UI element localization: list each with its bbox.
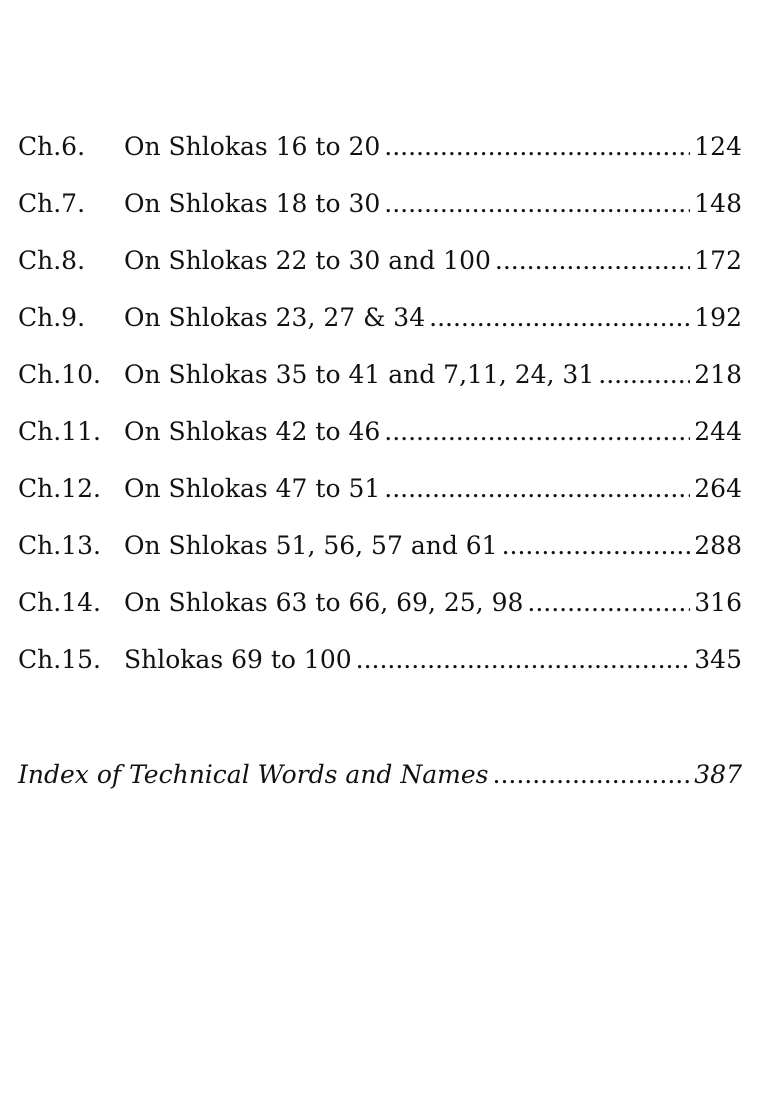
- chapter-number: Ch.14.: [18, 588, 101, 617]
- index-title: Index of Technical Words and Names: [18, 760, 489, 789]
- page-number: 172: [694, 246, 742, 275]
- chapter-title: On Shlokas 18 to 30: [124, 189, 381, 218]
- toc-entry: [18, 191, 742, 248]
- page-number: 264: [694, 474, 742, 503]
- toc-entry: [18, 248, 742, 305]
- page-number: 148: [694, 189, 742, 218]
- chapter-number: Ch.7.: [18, 189, 86, 218]
- page-number: 244: [694, 417, 742, 446]
- dot-leader: [598, 362, 690, 387]
- dot-leader: [356, 647, 691, 672]
- chapter-title: On Shlokas 22 to 30 and 100: [124, 246, 491, 275]
- chapter-number: Ch.9.: [18, 303, 86, 332]
- page-number: 345: [694, 645, 742, 674]
- chapter-title: On Shlokas 47 to 51: [124, 474, 381, 503]
- chapter-title: On Shlokas 51, 56, 57 and 61: [124, 531, 498, 560]
- dot-leader: [493, 762, 691, 787]
- chapter-title: On Shlokas 42 to 46: [124, 417, 381, 446]
- toc-entry: [18, 590, 742, 647]
- chapter-number: Ch.8.: [18, 246, 86, 275]
- dot-leader: [384, 134, 690, 159]
- table-of-contents: [18, 134, 742, 704]
- chapter-title: On Shlokas 63 to 66, 69, 25, 98: [124, 588, 524, 617]
- dot-leader: [384, 476, 690, 501]
- toc-entry: [18, 533, 742, 590]
- index-page-number: 387: [694, 760, 742, 789]
- page-number: 316: [694, 588, 742, 617]
- toc-entry: [18, 476, 742, 533]
- chapter-title: On Shlokas 23, 27 & 34: [124, 303, 426, 332]
- dot-leader: [502, 533, 691, 558]
- page-number: 218: [694, 360, 742, 389]
- toc-entry: [18, 647, 742, 704]
- page-number: 192: [694, 303, 742, 332]
- chapter-title: Shlokas 69 to 100: [124, 645, 352, 674]
- page-number: 288: [694, 531, 742, 560]
- toc-entry: [18, 305, 742, 362]
- dot-leader: [384, 419, 690, 444]
- dot-leader: [527, 590, 690, 615]
- chapter-number: Ch.13.: [18, 531, 101, 560]
- dot-leader: [495, 248, 690, 273]
- dot-leader: [384, 191, 690, 216]
- chapter-title: On Shlokas 35 to 41 and 7,11, 24, 31: [124, 360, 595, 389]
- page-number: 124: [694, 132, 742, 161]
- dot-leader: [429, 305, 690, 330]
- chapter-number: Ch.10.: [18, 360, 101, 389]
- chapter-title: On Shlokas 16 to 20: [124, 132, 381, 161]
- toc-entry: [18, 419, 742, 476]
- chapter-number: Ch.6.: [18, 132, 86, 161]
- chapter-number: Ch.15.: [18, 645, 101, 674]
- toc-entry: [18, 362, 742, 419]
- chapter-number: Ch.12.: [18, 474, 101, 503]
- toc-index-entry: [18, 762, 742, 787]
- toc-entry: [18, 134, 742, 191]
- chapter-number: Ch.11.: [18, 417, 101, 446]
